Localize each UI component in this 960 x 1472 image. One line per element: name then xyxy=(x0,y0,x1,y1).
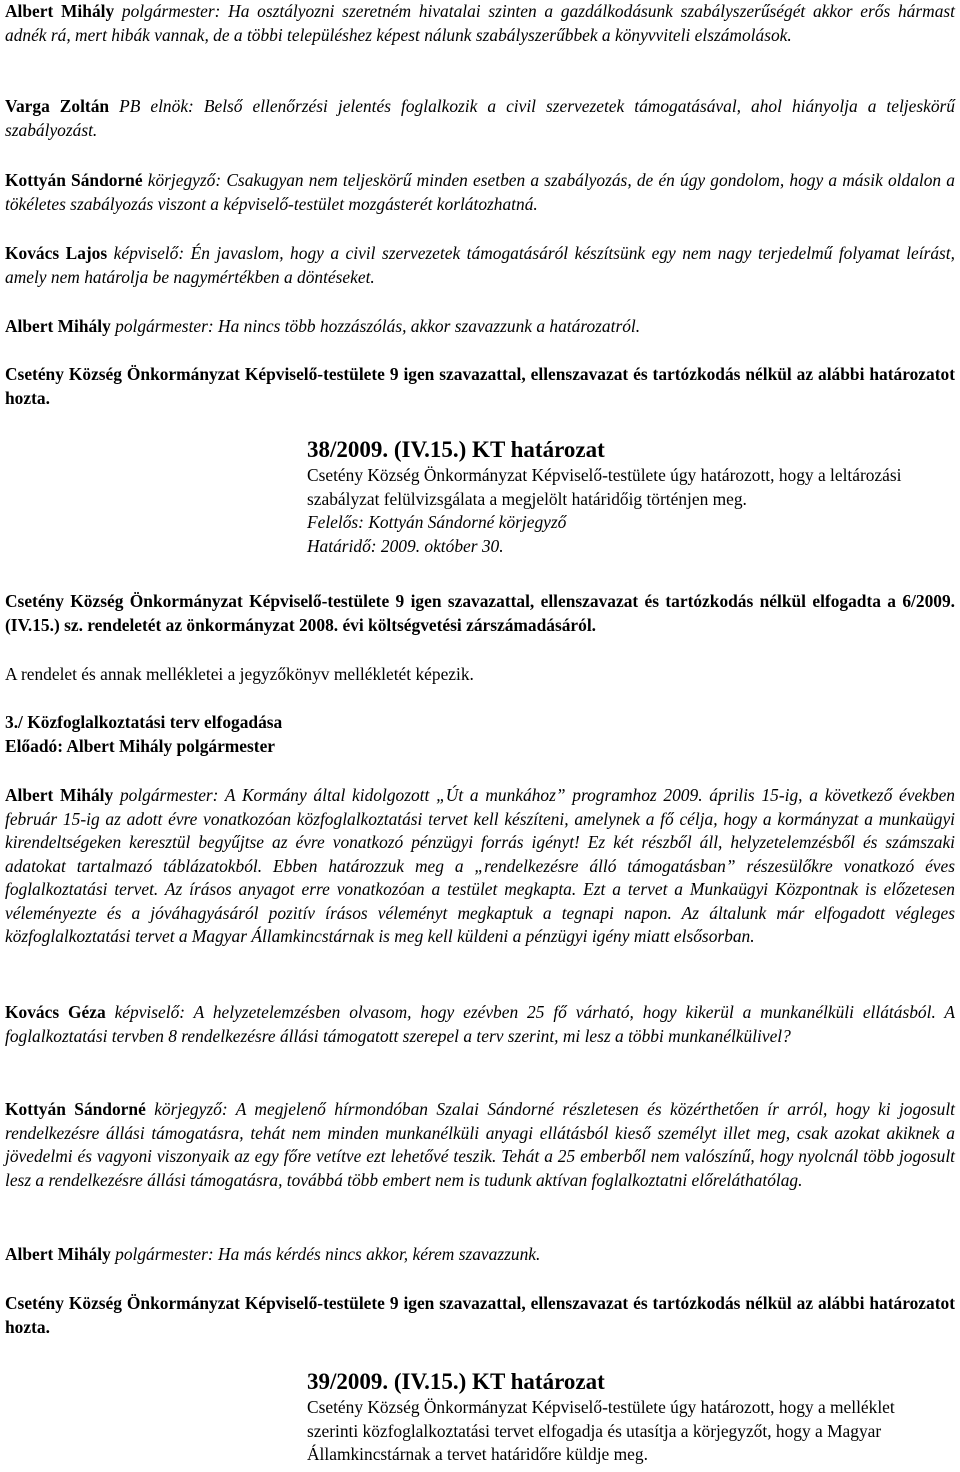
paragraph-albert-mihaly-3 xyxy=(5,784,955,949)
speaker-name: Albert Mihály xyxy=(5,1244,111,1264)
speech-text: polgármester: Ha más kérdés nincs akkor, kérem szavazzunk. xyxy=(115,1244,541,1264)
section-title: 3./ Közfoglalkoztatási terv elfogadása xyxy=(5,712,283,732)
paragraph-kottyan-sandorne-1 xyxy=(5,169,955,216)
resolution-39-2009 xyxy=(307,1368,947,1467)
speech-text: polgármester: Ha nincs több hozzászólás, akkor szavazzunk a határozatról. xyxy=(115,316,641,336)
speaker-name: Kottyán Sándorné xyxy=(5,1099,146,1119)
resolution-title: 38/2009. (IV.15.) KT határozat xyxy=(307,437,605,462)
paragraph-albert-mihaly-4 xyxy=(5,1243,955,1267)
section-presenter: Előadó: Albert Mihály polgármester xyxy=(5,736,276,756)
resolution-body: Csetény Község Önkormányzat Képviselő-testülete úgy határozott, hogy a melléklet szerinti közfoglalkoztatási tervet elfogadja és utasítja a körjegyzőt, hogy a Magyar Államkincstárnak a tervet határidőre küldje meg. xyxy=(307,1397,895,1464)
paragraph-kovacs-lajos xyxy=(5,242,955,289)
speech-text: körjegyző: Csakugyan nem teljeskörű minden esetben a szabályozás, de én úgy gondolom, hogy a másik oldalon a tökéletes szabályozás viszont a képviselő-testület mozgásterét korlátozhatná. xyxy=(5,170,955,214)
resolution-responsible: Felelős: Kottyán Sándorné körjegyző xyxy=(307,512,567,532)
speaker-name: Albert Mihály xyxy=(5,785,114,805)
speaker-name: Albert Mihály xyxy=(5,316,111,336)
paragraph-varga-zoltan xyxy=(5,95,955,142)
paragraph-albert-mihaly-1 xyxy=(5,0,955,47)
paragraph-kovacs-geza xyxy=(5,1001,955,1048)
speaker-name: Kottyán Sándorné xyxy=(5,170,143,190)
speech-text: képviselő: A helyzetelemzésben olvasom, hogy ezévben 25 fő várható, hogy kikerül a munkanélküli ellátásból. A foglalkoztatási tervben 8 rendelkezésre állási támogatott szerepel a terv szerint, mi lesz a többi munkanélkülivel? xyxy=(5,1002,955,1046)
resolution-body: Csetény Község Önkormányzat Képviselő-testülete úgy határozott, hogy a leltározási szabályzat felülvizsgálata a megjelölt határidőig történjen meg. xyxy=(307,465,902,509)
speech-text: polgármester: Ha osztályozni szeretném hivatalai szinten a gazdálkodásunk szabályszerűségét akkor erős hármast adnék rá, mert hibák vannak, de a többi településhez képest nálunk szabályszerűbbek a könyvviteli elszámolások. xyxy=(5,1,955,45)
vote-statement-3: Csetény Község Önkormányzat Képviselő-testülete 9 igen szavazattal, ellenszavazat és tartózkodás nélkül az alábbi határozatot hozta. xyxy=(5,1293,955,1337)
speaker-name: Kovács Géza xyxy=(5,1002,106,1022)
vote-statement-2: Csetény Község Önkormányzat Képviselő-testülete 9 igen szavazattal, ellenszavazat és tartózkodás nélkül elfogadta a 6/2009. (IV.15.) sz. rendeletét az önkormányzat 2008. évi költségvetési zárszámadásáról. xyxy=(5,591,955,635)
resolution-title: 39/2009. (IV.15.) KT határozat xyxy=(307,1369,605,1394)
resolution-38-2009 xyxy=(307,436,947,558)
resolution-deadline: Határidő: 2009. október 30. xyxy=(307,535,504,556)
decree-note: A rendelet és annak mellékletei a jegyzőkönyv mellékletét képezik. xyxy=(5,664,474,684)
speech-text: képviselő: Én javaslom, hogy a civil szervezetek támogatásáról készítsünk egy nem nagy terjedelmű folyamat leírást, amely nem határolja be nagymértékben a döntéseket. xyxy=(5,243,955,287)
speaker-name: Kovács Lajos xyxy=(5,243,108,263)
speech-text: PB elnök: Belső ellenőrzési jelentés foglalkozik a civil szervezetek támogatásával, ahol hiányolja a teljeskörű szabályozást. xyxy=(5,96,955,140)
paragraph-kottyan-sandorne-2 xyxy=(5,1098,955,1192)
vote-statement-1: Csetény Község Önkormányzat Képviselő-testülete 9 igen szavazattal, ellenszavazat és tartózkodás nélkül az alábbi határozatot hozta. xyxy=(5,364,955,408)
paragraph-albert-mihaly-2 xyxy=(5,315,955,339)
speech-text: körjegyző: A megjelenő hírmondóban Szalai Sándorné részletesen és közérthetően ír arról, hogy ki jogosult rendelkezésre állási támogatásra, tehát nem minden munkanélküli anyagi ellátásból kieső személyt illet meg, csak azokat akiknek a jövedelmi és vagyoni viszonyaik az egy főre vetítve ezt lehetővé teszik. Tehát a 25 emberből nem valószínű, hogy nyolcnál több jogosult lesz a rendelkezésre állási támogatásra, továbbá több embert nem is tudunk aktívan foglalkoztatni előreláthatólag. xyxy=(5,1099,955,1190)
speaker-name: Albert Mihály xyxy=(5,1,115,21)
speech-text: polgármester: A Kormány által kidolgozott „Út a munkához” programhoz 2009. április 15-ig, a következő években február 15-ig az adott évre vonatkozóan közfoglalkoztatási tervet kell készíteni, amelynek a fő célja, hogy a kormányzat a munkaügyi kirendeltségeken keresztül begyűjtse az évre vonatkozó pénzügyi forrás igényt! Ez két részből áll, helyzetelemzésből és számszaki adatokat tartalmazó táblázatokból. Ebben határozzuk meg a „rendelkezésre álló támogatásban” részesülőkre vonatkozó éves foglalkoztatási tervet. Az írásos anyagot erre vonatkozóan a testület megkapta. Ezt a tervet a Munkaügyi Központnak is előzetesen véleményezte és a jóváhagyásáról pozitív írásos véleményt megkaptuk a tegnapi napon. Az általunk már elfogadott végleges közfoglalkoztatási tervet a Magyar Államkincstárnak is meg kell küldeni a pénzügyi igény miatt elsősorban. xyxy=(5,785,956,946)
speaker-name: Varga Zoltán xyxy=(5,96,110,116)
